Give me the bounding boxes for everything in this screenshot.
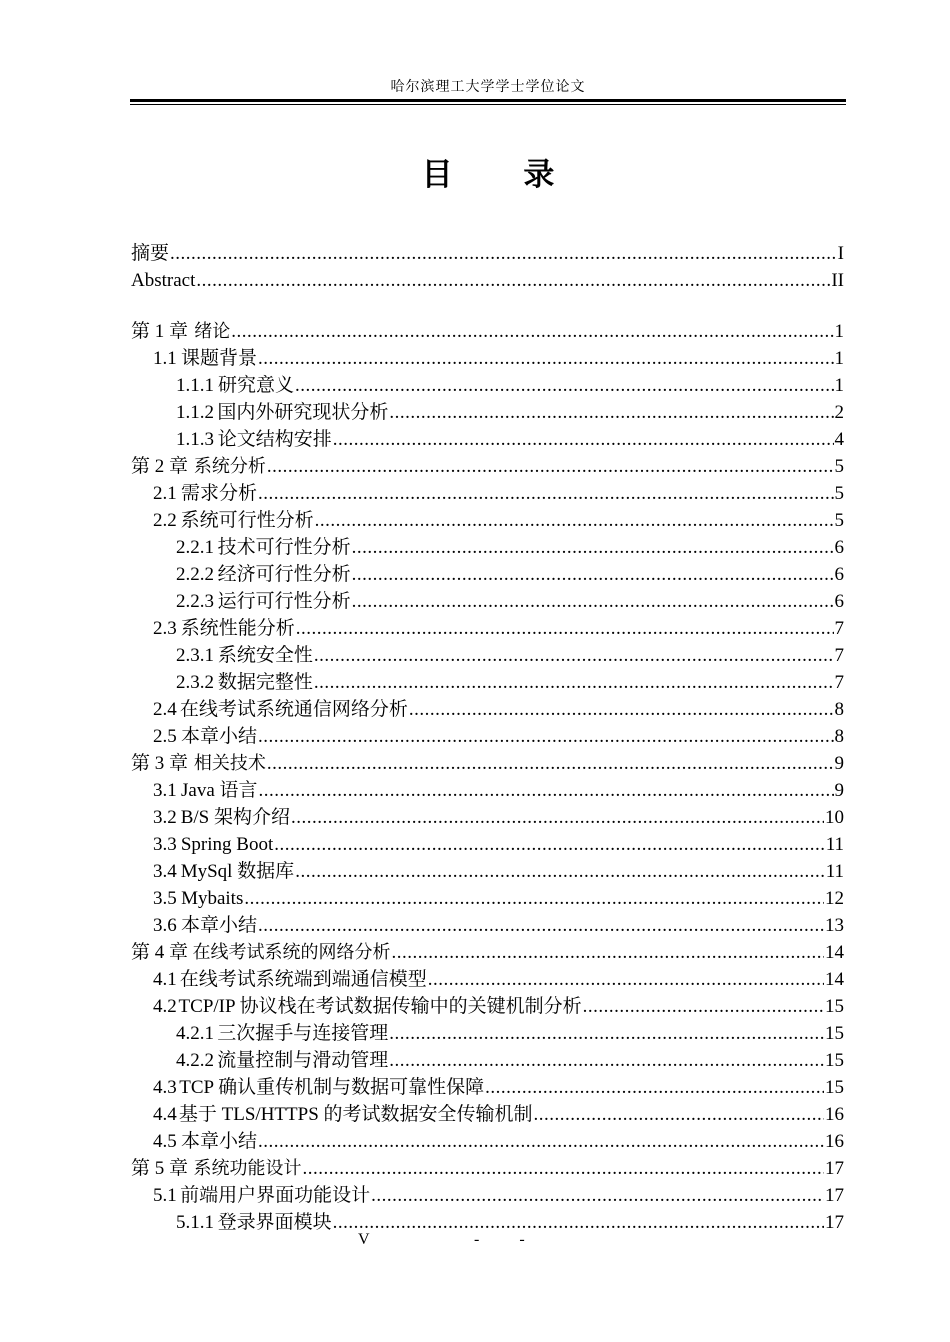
dot-leader [244,885,824,912]
entry-number: 3.4 [153,861,177,882]
toc-section-entry[interactable] [131,777,844,804]
toc-section-entry[interactable] [131,480,844,507]
entry-number: 2.3.2 [176,672,214,693]
entry-label: 系统分析 [193,456,266,477]
entry-number: 2.1 [153,483,177,504]
toc-chapter-entry[interactable] [131,1155,844,1182]
entry-number: 2.2 [153,510,177,531]
page-footer [130,1229,846,1251]
footer-dashes: - - [474,1231,543,1248]
toc-section-entry[interactable] [131,912,844,939]
entry-page-number: 15 [825,996,844,1017]
entry-number: 1.1.2 [176,402,214,423]
entry-page-number: 11 [825,861,844,882]
entry-page-number: 7 [834,618,844,639]
dot-leader [485,1074,824,1101]
entry-label: 绪论 [194,321,231,342]
entry-label: Mybaits [181,888,244,909]
entry-number: 2.2.1 [176,537,214,558]
entry-number: 2.3.1 [176,645,214,666]
entry-label: 系统功能设计 [193,1158,302,1179]
dot-leader [333,426,834,453]
entry-label: 本章小结 [181,726,258,747]
toc-section-entry[interactable] [131,858,844,885]
entry-page-number: 6 [834,591,844,612]
entry-number: 1.1.3 [176,429,214,450]
toc-subsection-entry[interactable] [131,561,844,588]
entry-label: 课题背景 [181,348,258,369]
entry-number: 4.1 [153,969,177,990]
entry-number: 3.2 [153,807,177,828]
page-title: 目 录 [421,157,585,193]
entry-page-number: 4 [834,429,844,450]
toc-chapter-entry[interactable] [131,939,844,966]
toc-section-entry[interactable] [131,966,844,993]
toc-section-entry[interactable] [131,1101,844,1128]
table-of-contents [131,318,844,1236]
entry-page-number: 15 [825,1050,844,1071]
entry-page-number: 11 [825,834,844,855]
entry-number: 3.1 [153,780,177,801]
toc-subsection-entry[interactable] [131,1047,844,1074]
entry-number: 1.1.1 [176,375,214,396]
entry-page-number: II [831,270,844,291]
entry-number: 2.2.3 [176,591,214,612]
entry-number: 3.3 [153,834,177,855]
entry-label: 流量控制与滑动管理 [217,1050,389,1071]
dot-leader [352,561,834,588]
entry-label: B/S 架构介绍 [180,807,290,828]
dot-leader [291,804,824,831]
dot-leader [296,615,834,642]
entry-number: 4.2.2 [176,1050,214,1071]
toc-section-entry[interactable] [131,1128,844,1155]
entry-page-number: 10 [825,807,844,828]
front-matter-entry[interactable] [131,240,844,267]
toc-subsection-entry[interactable] [131,669,844,696]
entry-page-number: 1 [834,321,844,342]
entry-page-number: 8 [834,699,844,720]
entry-label: 数据完整性 [217,672,313,693]
dot-leader [428,966,824,993]
entry-page-number: 2 [834,402,844,423]
dot-leader [258,480,833,507]
entry-number: 4.2.1 [176,1023,214,1044]
entry-label: 论文结构安排 [217,429,332,450]
dot-leader [352,588,834,615]
entry-label: 基于 TLS/HTTPS 的考试数据安全传输机制 [178,1104,533,1125]
dot-leader [170,240,837,267]
toc-section-entry[interactable] [131,345,844,372]
entry-page-number: 17 [825,1185,844,1206]
entry-label: 三次握手与连接管理 [217,1023,389,1044]
entry-page-number: 7 [834,672,844,693]
entry-number: 第 4 章 [131,942,189,963]
entry-label: 在线考试系统通信网络分析 [179,699,408,720]
dot-leader [389,399,833,426]
entry-page-number: 7 [834,645,844,666]
toc-section-entry[interactable] [131,723,844,750]
dot-leader [352,534,834,561]
dot-leader [231,318,833,345]
entry-number: 2.5 [153,726,177,747]
entry-label: Spring Boot [180,834,274,855]
dot-leader [409,696,834,723]
toc-section-entry[interactable] [131,885,844,912]
entry-page-number: 16 [825,1104,844,1125]
entry-number: 第 2 章 [131,456,189,477]
entry-number: 2.4 [153,699,177,720]
entry-label: 系统性能分析 [180,618,295,639]
entry-number: 第 3 章 [131,753,189,774]
toc-subsection-entry[interactable] [131,372,844,399]
dot-leader [315,507,834,534]
entry-page-number: 17 [825,1212,844,1233]
toc-subsection-entry[interactable] [131,588,844,615]
toc-chapter-entry[interactable] [131,318,844,345]
entry-label: TCP 确认重传机制与数据可靠性保障 [179,1077,485,1098]
entry-number: 3.6 [153,915,177,936]
header-rule-thin [130,104,846,105]
entry-page-number: 5 [834,483,844,504]
toc-section-entry[interactable] [131,1182,844,1209]
toc-section-entry[interactable] [131,507,844,534]
toc-chapter-entry[interactable] [131,750,844,777]
entry-number: 2.2.2 [176,564,214,585]
entry-page-number: 9 [834,753,844,774]
toc-section-entry[interactable] [131,804,844,831]
dot-leader [314,669,834,696]
entry-label: 研究意义 [218,375,295,396]
toc-subsection-entry[interactable] [131,399,844,426]
entry-number: 4.5 [153,1131,177,1152]
entry-page-number: 17 [825,1158,844,1179]
toc-section-entry[interactable] [131,696,844,723]
toc-subsection-entry[interactable] [131,426,844,453]
dot-leader [389,1020,824,1047]
dot-leader [258,1128,824,1155]
dot-leader [267,453,834,480]
dot-leader [259,777,834,804]
dot-leader [314,642,834,669]
header-rule [130,99,846,102]
entry-label: 需求分析 [181,483,258,504]
dot-leader [392,939,824,966]
entry-page-number: 1 [834,375,844,396]
entry-label: MySql 数据库 [180,861,295,882]
entry-page-number: 8 [834,726,844,747]
entry-number: 5.1 [153,1185,177,1206]
entry-label: 技术可行性分析 [217,537,351,558]
entry-page-number: 5 [834,510,844,531]
dot-leader [196,267,830,294]
entry-page-number: 14 [825,942,844,963]
entry-label: 运行可行性分析 [217,591,351,612]
entry-number: 1.1 [153,348,177,369]
dot-leader [534,1101,824,1128]
entry-label: 登录界面模块 [217,1212,332,1233]
toc-section-entry[interactable] [131,1074,844,1101]
entry-number: 2.3 [153,618,177,639]
entry-page-number: 13 [825,915,844,936]
entry-number: 第 5 章 [131,1158,189,1179]
entry-label: TCP/IP 协议栈在考试数据传输中的关键机制分析 [178,996,582,1017]
toc-subsection-entry[interactable] [131,534,844,561]
entry-page-number: 9 [834,780,844,801]
entry-page-number: 15 [825,1023,844,1044]
toc-section-entry[interactable] [131,615,844,642]
dot-leader [371,1182,824,1209]
entry-number: 3.5 [153,888,177,909]
toc-subsection-entry[interactable] [131,1020,844,1047]
footer-page-number: V [358,1231,370,1248]
entry-page-number: 12 [825,888,844,909]
entry-page-number: 16 [825,1131,844,1152]
entry-number: 4.3 [153,1077,177,1098]
entry-label: Abstract [131,270,196,291]
running-header: 哈尔滨理工大学学士学位论文 [390,80,586,95]
dot-leader [258,723,833,750]
dot-leader [258,345,833,372]
toc-section-entry[interactable] [131,993,844,1020]
entry-page-number: I [837,243,844,264]
dot-leader [274,831,824,858]
toc-section-entry[interactable] [131,831,844,858]
dot-leader [302,1155,824,1182]
entry-label: 在线考试系统端到端通信模型 [179,969,427,990]
toc-subsection-entry[interactable] [131,642,844,669]
entry-page-number: 6 [834,537,844,558]
entry-label: 在线考试系统的网络分析 [192,942,391,963]
entry-number: 4.2 [153,996,177,1017]
dot-leader [267,750,834,777]
entry-label: 国内外研究现状分析 [217,402,389,423]
entry-label: 系统可行性分析 [180,510,314,531]
entry-page-number: 14 [825,969,844,990]
toc-chapter-entry[interactable] [131,453,844,480]
entry-label: 相关技术 [193,753,266,774]
dot-leader [258,912,824,939]
entry-page-number: 15 [825,1077,844,1098]
entry-number: 4.4 [153,1104,177,1125]
entry-label: Java 语言 [181,780,258,801]
dot-leader [389,1047,824,1074]
entry-label: 本章小结 [180,915,257,936]
dot-leader [583,993,824,1020]
entry-label: 本章小结 [180,1131,257,1152]
entry-label: 系统安全性 [217,645,313,666]
front-matter-list [131,240,844,294]
entry-label: 摘要 [131,243,170,264]
dot-leader [295,372,833,399]
entry-page-number: 6 [834,564,844,585]
entry-label: 经济可行性分析 [217,564,351,585]
entry-page-number: 1 [834,348,844,369]
entry-page-number: 5 [834,456,844,477]
entry-label: 前端用户界面功能设计 [180,1185,371,1206]
dot-leader [295,858,825,885]
entry-number: 5.1.1 [176,1212,214,1233]
front-matter-entry[interactable] [131,267,844,294]
entry-number: 第 1 章 [131,321,189,342]
